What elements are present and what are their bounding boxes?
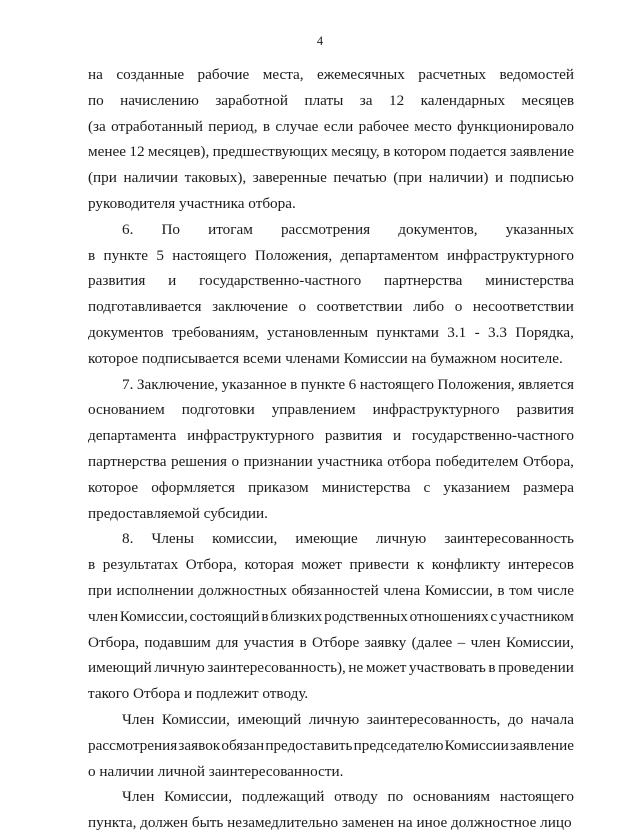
- document-body: [88, 62, 574, 836]
- text-line: рассмотрения заявок обязан предоставить председателю Комиссии заявление: [88, 736, 574, 754]
- paragraph-p-7: [88, 372, 574, 527]
- text-line: развития и государственно-частного партнерства министерства: [88, 272, 574, 290]
- text-line: которое оформляется приказом министерства с указанием размера: [88, 478, 574, 496]
- text-line: Член Комиссии, подлежащий отводу по основаниям настоящего: [122, 788, 574, 806]
- text-line: (за отработанный период, в случае если рабочее место функционировало: [88, 117, 574, 135]
- text-line: подготавливается заключение о соответствии либо о несоответствии: [88, 298, 574, 316]
- paragraph-p-8-3: [88, 784, 574, 836]
- paragraph-p-8: [88, 526, 574, 707]
- text-line: партнерства решения о признании участника отбора победителем Отбора,: [88, 452, 574, 470]
- paragraph-p-8-2: [88, 707, 574, 784]
- text-line: руководителя участника отбора.: [88, 194, 296, 212]
- text-line: менее 12 месяцев), предшествующих месяцу, в котором подается заявление: [88, 143, 574, 161]
- page-number: 4: [316, 34, 324, 48]
- text-line: которое подписывается всеми членами Комиссии на бумажном носителе.: [88, 349, 563, 367]
- text-line: по начислению заработной платы за 12 календарных месяцев: [88, 91, 574, 109]
- text-line: 8. Члены комиссии, имеющие личную заинтересованность: [122, 530, 574, 548]
- text-line: такого Отбора и подлежит отводу.: [88, 685, 309, 703]
- text-line: о наличии личной заинтересованности.: [88, 762, 344, 780]
- text-line: на созданные рабочие места, ежемесячных расчетных ведомостей: [88, 66, 574, 83]
- text-line: в результатах Отбора, которая может привести к конфликту интересов: [88, 556, 574, 574]
- text-line: (при наличии таковых), заверенные печатью (при наличии) и подписью: [88, 169, 574, 187]
- text-line: в пункте 5 настоящего Положения, департаментом инфраструктурного: [88, 246, 574, 264]
- text-line: 7. Заключение, указанное в пункте 6 настоящего Положения, является: [122, 375, 574, 393]
- text-line: предоставляемой субсидии.: [88, 504, 268, 522]
- text-line: имеющий личную заинтересованность), не может участвовать в проведении: [88, 659, 574, 677]
- text-line: пункта, должен быть незамедлительно заменен на иное должностное лицо: [88, 814, 572, 832]
- paragraph-p-continuation: [88, 62, 574, 217]
- text-line: 6. По итогам рассмотрения документов, указанных: [122, 220, 574, 238]
- text-line: Отбора, подавшим для участия в Отборе заявку (далее – член Комиссии,: [88, 633, 574, 651]
- text-line: член Комиссии, состоящий в близких родственных отношениях с участником: [88, 607, 574, 625]
- text-line: Член Комиссии, имеющий личную заинтересованность, до начала: [122, 710, 574, 728]
- paragraph-p-6: [88, 217, 574, 372]
- text-line: документов требованиям, установленным пунктами 3.1 - 3.3 Порядка,: [88, 323, 574, 341]
- text-line: при исполнении должностных обязанностей члена Комиссии, в том числе: [88, 581, 574, 599]
- text-line: основанием подготовки управлением инфраструктурного развития: [88, 401, 574, 419]
- text-line: департамента инфраструктурного развития и государственно-частного: [88, 427, 574, 445]
